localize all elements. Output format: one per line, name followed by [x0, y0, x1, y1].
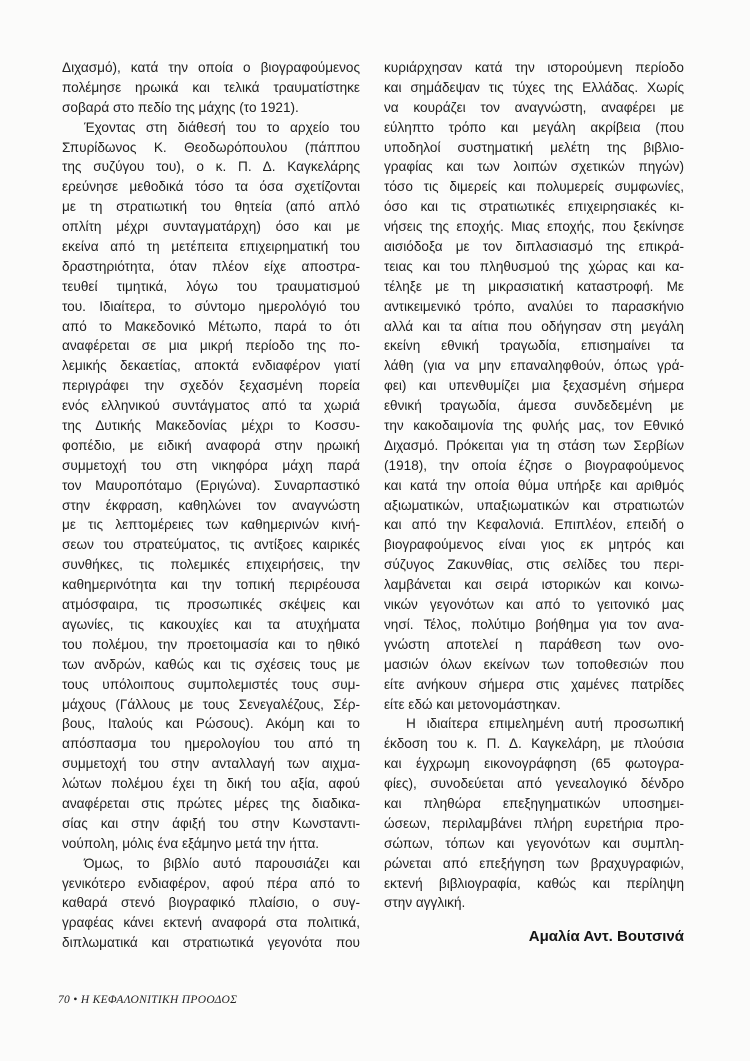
text-line: ενός ελληνικού συντάγματος από τα χωριά [62, 398, 360, 414]
right-column [384, 58, 684, 913]
text-line: τειας και του πληθυσμού της χώρας και κα- [384, 258, 684, 274]
text-line: αισιόδοξα με τον διπλασιασμό της επικρά- [384, 239, 684, 255]
text-line: εκτενή βιβλιογραφία, καθώς και περίληψη [384, 875, 684, 891]
text-line: ρώνεται από επεξήγηση των βραχυγραφιών, [384, 855, 684, 871]
text-line: σώπων, τόπων και γεγονότων και συμπλη- [384, 835, 684, 851]
text-line: σίας και στην άφιξή του στην Κωνσταντι- [62, 815, 360, 831]
text-line: νήσεις της εποχής. Μιας εποχής, που ξεκίνησε [384, 219, 684, 235]
text-line: τόσο τις διμερείς και πολυμερείς συμφωνίες, [384, 179, 684, 195]
text-line: Η ιδιαίτερα επιμελημένη αυτή προσωπική [406, 716, 684, 732]
text-line: φει) και υπενθυμίζει μια ξεχασμένη σήμερα [384, 378, 684, 394]
publication-title: Η ΚΕΦΑΛΟΝΙΤΙΚΗ ΠΡΟΟΔΟΣ [80, 994, 238, 1006]
text-line: αντικειμενικό τρόπο, αναλύει το παρασκήνιο [384, 298, 684, 314]
text-line: νικών γεγονότων και από το γειτονικό μας [384, 597, 684, 613]
text-line: Όμως, το βιβλίο αυτό παρουσιάζει και [84, 855, 360, 871]
text-line: συμμετοχή του στην ανταλλαγή των αιχμα- [62, 756, 360, 772]
text-line: και κατά την οποία θύμα υπήρξε και αριθμός [384, 477, 684, 493]
text-line: λώτων πολέμου έχει τη δική του αξία, αφού [62, 776, 360, 792]
text-line: τέληξε με τη μικρασιατική καταστροφή. Με [384, 278, 684, 294]
text-line: την κακοδαιμονία της φυλής μας, τον Εθνικό [384, 418, 684, 434]
text-line: είτε εδώ και μετονομάστηκαν. [384, 696, 561, 712]
text-line: γραφέας κάνει εκτενή αναφορά στα πολιτικά, [62, 915, 360, 931]
text-line: εκείνα από τη μετέπειτα επιχειρηματική του [62, 239, 360, 255]
text-line: φοπέδιο, με ειδική αναφορά στην ηρωική [62, 437, 360, 453]
text-line: ερεύνησε μεθοδικά τόσο τα όσα σχετίζονται [62, 179, 360, 195]
text-line: της συζύγου του), ο κ. Π. Δ. Καγκελάρης [62, 159, 360, 175]
author-signature: Αμαλία Αντ. Βουτσινά [528, 928, 684, 945]
text-line: Διχασμό), κατά την οποία ο βιογραφούμενος [62, 60, 360, 75]
text-line: Διχασμό. Πρόκειται για τη στάση των Σερβίων [384, 437, 684, 453]
text-line: σοβαρά στο πεδίο της μάχης (το 1921). [62, 99, 299, 115]
text-line: του. Ιδιαίτερα, το σύντομο ημερολόγιό του [62, 298, 360, 314]
text-line: γενικότερο ενδιαφέρον, αφού πέρα από το [62, 875, 360, 891]
text-line: των ανδρών, καθώς και τις σχέσεις τους με [62, 656, 360, 672]
text-line: λεμικής δεκαετίας, αποκτά ενδιαφέρον γιατί [62, 358, 360, 374]
text-line: εκείνη εθνική τραγωδία, επισημαίνει τα [384, 338, 684, 354]
paragraph [384, 714, 684, 913]
text-line: ώσεων, περιλαμβάνει πλήρη ευρετήρια προ- [384, 815, 684, 831]
text-line: τον Μαυροπόταμο (Εριγώνα). Συναρπαστικό [62, 477, 360, 493]
page-number: 70 [58, 994, 71, 1006]
footer-separator: • [73, 994, 78, 1006]
text-line: διπλωματικά και στρατιωτικά γεγονότα που [62, 935, 360, 951]
text-line: και έγχρωμη εικονογράφηση (65 φωτογρα- [384, 756, 684, 772]
text-line: Σπυρίδωνος Κ. Θεοδωρόπουλου (πάππου [62, 139, 360, 155]
text-line: οπλίτη μέχρι συνταγματάρχη) όσο και με [62, 219, 360, 235]
text-line: γραφίας και των λοιπών σχετικών πηγών) [384, 159, 684, 175]
text-line: αναφέρεται σε μια μικρή περίοδο της πο- [62, 338, 360, 354]
text-line: με τις λεπτομέρειες των καθημερινών κινή- [62, 517, 360, 533]
text-line: καθημερινότητα και την τοπική περιρέουσα [62, 577, 360, 593]
text-line: αξιωματικών, υπαξιωματικών και στρατιωτών [384, 497, 684, 513]
text-line: απόσπασμα του ημερολογίου του από τη [62, 736, 360, 752]
text-line: καθαρά στενό βιογραφικό πλαίσιο, ο συγ- [62, 895, 360, 911]
text-line: με τη στρατιωτική του θητεία (από απλό [62, 199, 360, 215]
text-line: αναφέρεται στις πρώτες μέρες της διαδικα- [62, 795, 360, 811]
text-line: λαμβάνεται και σειρά ιστορικών και κοινω- [384, 577, 684, 593]
text-line: εθνική τραγωδία, άμεσα συνδεδεμένη με [384, 398, 684, 414]
page-footer [58, 994, 237, 1006]
text-line: είτε ανήκουν σήμερα στις χαμένες πατρίδες [384, 676, 684, 692]
text-line: νούπολη, μόλις ένα εξάμηνο μετά την ήττα. [62, 835, 320, 851]
text-line: να κουράζει τον αναγνώστη, αναφέρει με [384, 99, 684, 115]
paragraph [62, 118, 360, 854]
text-line: όσο και τις στρατιωτικές επιχειρησιακές κι- [384, 199, 684, 215]
left-column [62, 58, 360, 953]
text-line: σύζυγος Ζακυνθίας, στις σελίδες του περι- [384, 557, 684, 573]
text-line: της Δυτικής Μακεδονίας μέχρι το Κοσσυ- [62, 418, 360, 434]
text-line: συμμετοχή του στη νικηφόρα μάχη παρά [62, 457, 360, 473]
paragraph [62, 58, 360, 118]
text-line: Έχοντας στη διάθεσή του το αρχείο του [84, 119, 360, 135]
text-line: βιογραφούμενος είναι γιος εκ μητρός και [384, 537, 684, 553]
text-line: του πολέμου, την προετοιμασία και το ηθικό [62, 636, 360, 652]
text-line: στην έκφραση, καθηλώνει τον αναγνώστη [62, 497, 360, 513]
paragraph [384, 58, 684, 714]
text-line: υποδηλοί συστηματική μελέτη της βιβλιο- [384, 139, 684, 155]
text-line: αγωνίες, τις κακουχίες και τα ατυχήματα [62, 616, 360, 632]
text-line: μάχους (Γάλλους με τους Σενεγαλέζους, Σέρ- [62, 696, 360, 712]
text-line: συνθήκες, τις πολεμικές επιχειρήσεις, την [62, 557, 360, 573]
text-line: λάθη (για να μην επαναληφθούν, όπως γρά- [384, 358, 684, 374]
text-line: τευθεί τιμητικά, λόγω του τραυματισμού [62, 278, 360, 294]
text-line: και από την Κεφαλονιά. Επιπλέον, επειδή ο [384, 517, 684, 533]
text-line: κυριάρχησαν κατά την ιστορούμενη περίοδο [384, 60, 684, 75]
text-line: φίες), συνοδεύεται από γενεαλογικό δένδρο [384, 776, 684, 792]
text-line: ατμόσφαιρα, τις προσωπικές σκέψεις και [62, 597, 360, 613]
text-line: περιγράφει την σχεδόν ξεχασμένη πορεία [62, 378, 360, 394]
text-line: (1918), την οποία έζησε ο βιογραφούμενος [384, 457, 684, 473]
text-line: δραστηριότητα, όταν πλέον είχε αποστρα- [62, 258, 360, 274]
text-line: από το Μακεδονικό Μέτωπο, παρά το ότι [62, 318, 360, 334]
text-line: εύληπτο τρόπο και μεγάλη ακρίβεια (που [384, 119, 684, 135]
text-line: μασιών όλων εκείνων των τοποθεσιών που [384, 656, 684, 672]
text-line: βους, Ιταλούς και Ρώσους). Ακόμη και το [62, 716, 360, 732]
text-line: και πληθώρα επεξηγηματικών υποσημει- [384, 795, 684, 811]
paragraph [62, 854, 360, 953]
text-line: πολέμησε ηρωικά και τελικά τραυματίστηκε [62, 79, 360, 95]
text-line: σεων του στρατεύματος, τις αντίξοες καιρικές [62, 537, 360, 553]
text-line: νησί. Τέλος, πολύτιμο βοήθημα για τον ανα- [384, 616, 684, 632]
text-line: στην αγγλική. [384, 895, 466, 911]
text-line: αλλά και τα αίτια που οδήγησαν στη μεγάλη [384, 318, 684, 334]
text-line: γνώστη αποτελεί η παράθεση των ονο- [384, 636, 684, 652]
text-line: και σημάδεψαν τις τύχες της Ελλάδας. Χωρίς [384, 79, 684, 95]
text-line: έκδοση του κ. Π. Δ. Καγκελάρη, με πλούσια [384, 736, 684, 752]
text-line: τους υπόλοιπους συμπολεμιστές τους συμ- [62, 676, 360, 692]
